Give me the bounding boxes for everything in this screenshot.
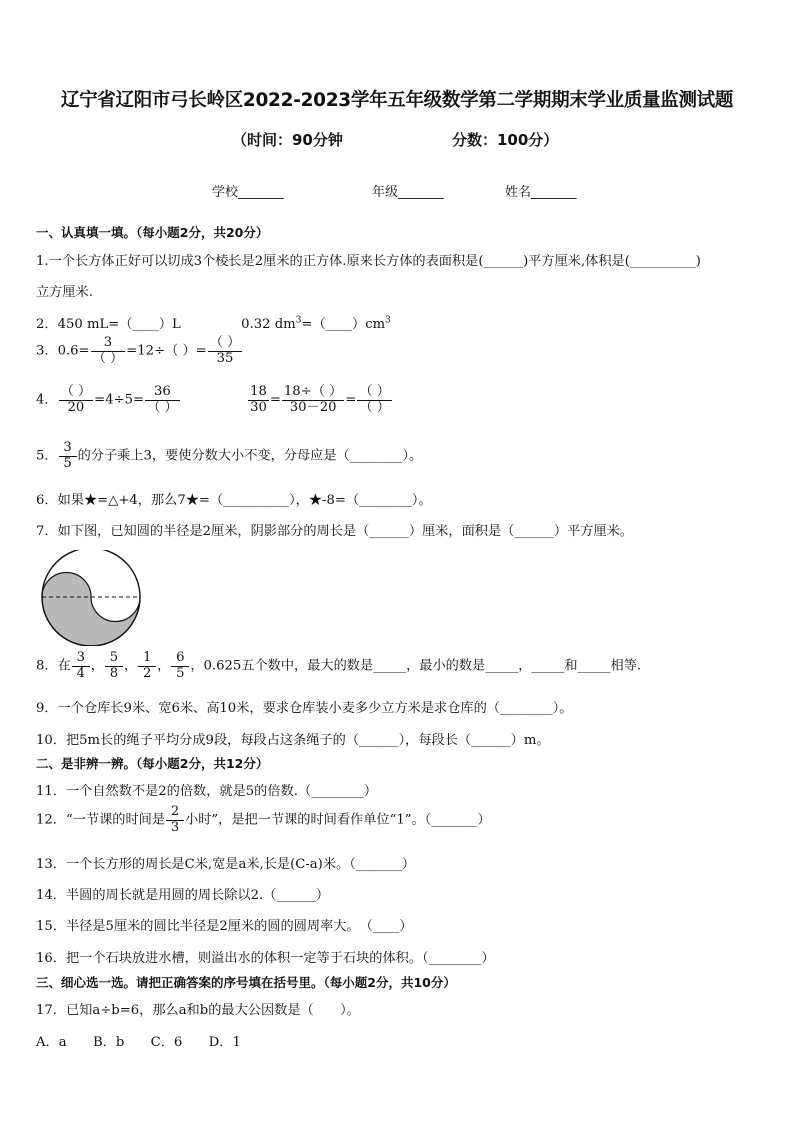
- question-3: [36, 336, 243, 366]
- q2-exp-1: 3: [295, 315, 302, 326]
- q4-fraction-5: [357, 385, 392, 415]
- exam-score: 分数：100分）: [452, 131, 559, 149]
- q4-eq-1: =: [269, 392, 281, 408]
- q12-num: 2: [166, 805, 184, 821]
- question-7: 7．如下图，已知圆的半径是2厘米，阴影部分的周长是（______）厘米，面积是（______）平方厘米。: [36, 524, 634, 539]
- question-12: [36, 805, 491, 835]
- q8-f2-den: 8: [109, 665, 119, 681]
- q5-num: 3: [59, 441, 77, 457]
- question-6: 6．如果★=△+4，那么7★=（__________），★-8=（________）。: [36, 493, 432, 508]
- q3-f2-den: 35: [216, 350, 234, 366]
- q4-prefix: 4．: [36, 392, 58, 408]
- q3-fraction-2: [208, 336, 243, 366]
- q12-text: 小时”，是把一节课的时间看作单位“1”。（_______）: [185, 812, 491, 828]
- q4-f3-den: 30: [250, 399, 267, 415]
- q12-fraction: [166, 805, 184, 835]
- yin-yang-figure: [36, 550, 146, 646]
- q8-prefix: 8．在: [36, 658, 71, 674]
- section-3-heading: 三、细心选一选。请把正确答案的序号填在括号里。（每小题2分，共10分）: [36, 975, 456, 990]
- q8-f2-num: 5: [105, 651, 123, 667]
- q3-f2-num: （ ）: [209, 335, 241, 350]
- section-2-heading: 二、是非辨一辨。（每小题2分，共12分）: [36, 756, 269, 771]
- grade-field[interactable]: 年级_______: [372, 185, 444, 200]
- q2-exp-2: 3: [385, 315, 391, 326]
- q12-den: 3: [170, 819, 180, 835]
- question-13: 13．一个长方形的周长是C米,宽是a米,长是(C-a)米。（_______）: [36, 857, 416, 872]
- question-1-cont: 立方厘米.: [36, 285, 93, 300]
- q4-fraction-4: [282, 385, 344, 415]
- q8-comma-3: ，: [157, 658, 171, 674]
- q8-fraction-1: [72, 651, 90, 681]
- q4-f1-num: （ ）: [60, 384, 92, 399]
- q3-f1-den: （ ）: [92, 350, 124, 366]
- question-9: 9．一个仓库长9米、宽6米、高10米，要求仓库装小麦多少立方米是求仓库的（________）。: [36, 701, 573, 716]
- q4-f2-num: 36: [145, 385, 180, 401]
- q5-text: 的分子乘上3，要使分数大小不变，分母应是（________）。: [77, 448, 423, 464]
- q4-eq-2: =: [345, 392, 357, 408]
- school-field[interactable]: 学校_______: [212, 185, 284, 200]
- q8-f3-den: 2: [142, 665, 152, 681]
- question-2: [36, 313, 391, 332]
- q8-f3-num: 1: [138, 651, 156, 667]
- question-14: 14．半圆的周长就是用圆的周长除以2.（______）: [36, 888, 330, 903]
- q2-part-a: 2．450 mL=（____）L: [36, 317, 181, 332]
- q3-mid: =12÷（ ）=: [126, 343, 207, 359]
- q8-fraction-2: [105, 651, 123, 681]
- q4-f3-num: 18: [250, 384, 267, 399]
- q2-part-d: =（____）cm: [301, 317, 386, 332]
- q8-f4-den: 5: [176, 665, 185, 681]
- section-1-heading: 一、认真填一填。（每小题2分，共20分）: [36, 225, 269, 240]
- q4-f5-num: （ ）: [359, 384, 390, 399]
- question-16: 16．把一个石块放进水槽，则溢出水的体积一定等于石块的体积。（________）: [36, 951, 495, 966]
- question-4: [36, 385, 393, 415]
- name-field[interactable]: 姓名_______: [505, 185, 577, 200]
- q4-fraction-1: [59, 385, 94, 415]
- q12-prefix: 12．“一节课的时间是: [36, 812, 166, 828]
- q2-part-b: 0.32 dm: [241, 317, 296, 332]
- q5-den: 5: [63, 455, 72, 471]
- q4-f5-den: （ ）: [359, 399, 390, 415]
- q4-f2-den: （ ）: [147, 399, 178, 415]
- question-17: 17．已知a÷b=6，那么a和b的最大公因数是（ ）。: [36, 1003, 360, 1018]
- q4-f1-den: 20: [67, 399, 85, 415]
- q8-f1-den: 4: [76, 665, 85, 681]
- q8-f1-num: 3: [72, 651, 90, 667]
- q8-fraction-4: [171, 651, 189, 681]
- question-8: [36, 651, 641, 681]
- q4-mid: =4÷5=: [94, 392, 145, 408]
- exam-time: （时间：90分钟: [232, 131, 343, 149]
- q5-prefix: 5．: [36, 448, 58, 464]
- q4-f4-den: 30－20: [289, 399, 337, 415]
- q3-prefix: 3．0.6=: [36, 343, 90, 359]
- question-17-options[interactable]: A．a B．b C．6 D．1: [36, 1035, 241, 1050]
- shaded-region: [42, 573, 140, 646]
- q5-fraction: [59, 441, 77, 471]
- q8-comma-1: ，: [90, 658, 104, 674]
- q3-f1-num: 3: [91, 336, 126, 352]
- question-1: 1.一个长方体正好可以切成3个棱长是2厘米的正方体.原来长方体的表面积是(______)平方厘米,体积是(__________): [36, 254, 701, 269]
- q8-fraction-3: [138, 651, 156, 681]
- question-10: 10．把5m长的绳子平均分成9段，每段占这条绳子的（______），每段长（______）m。: [36, 733, 550, 748]
- q3-fraction-1: [91, 336, 126, 366]
- q4-fraction-2: [145, 385, 180, 415]
- q8-comma-2: ，: [123, 658, 138, 674]
- exam-title: 辽宁省辽阳市弓长岭区2022-2023学年五年级数学第二学期期末学业质量监测试题: [60, 90, 734, 111]
- question-11: 11．一个自然数不是2的倍数，就是5的倍数.（________）: [36, 784, 378, 799]
- q8-text: ，0.625五个数中，最大的数是_____，最小的数是_____，_____和_____相等.: [190, 658, 642, 674]
- q8-f4-num: 6: [171, 651, 189, 667]
- question-5: [36, 441, 422, 471]
- q4-fraction-3: [248, 385, 269, 415]
- q4-f4-num: 18÷（ ）: [283, 384, 343, 399]
- question-15: 15．半径是5厘米的圆比半径是2厘米的圆的圆周率大。 （____）: [36, 919, 413, 934]
